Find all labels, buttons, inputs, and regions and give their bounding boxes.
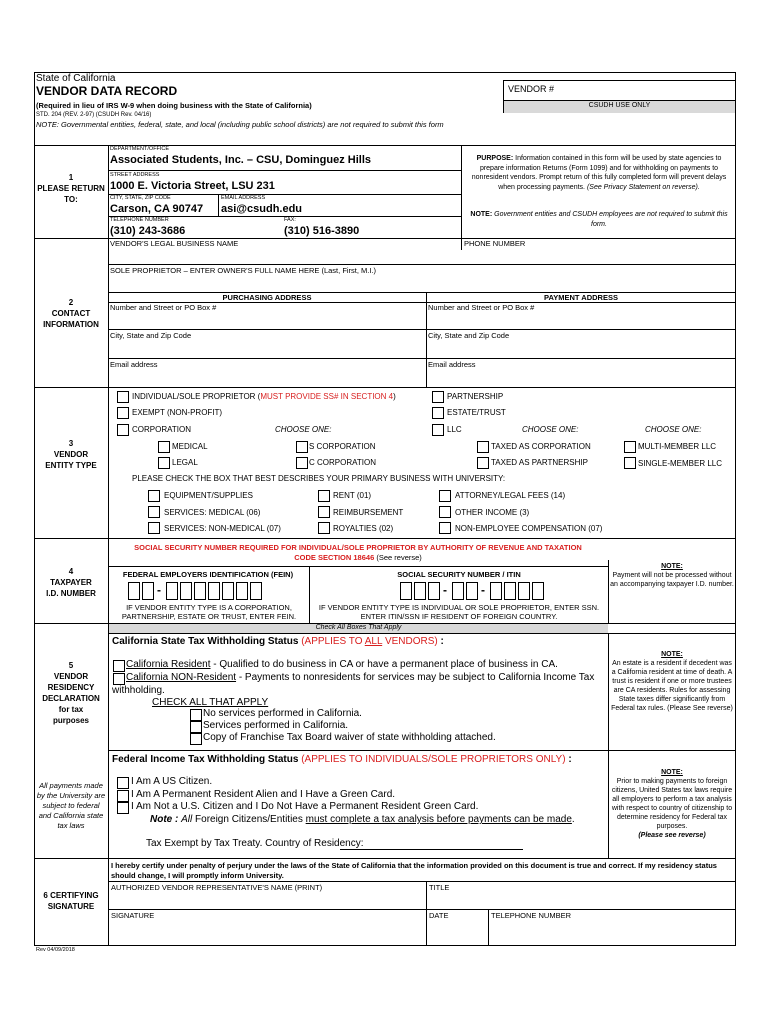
section2-number: 2 CONTACT INFORMATION — [43, 298, 99, 329]
csudh-use-label: CSUDH USE ONLY — [588, 102, 651, 109]
foreign-note: Note : All Foreign Citizens/Entities must complete a tax analysis before payments can be made. — [150, 814, 575, 825]
section1-number: 1 PLEASE RETURN TO: — [37, 173, 105, 204]
ssn-instructions: IF VENDOR ENTITY TYPE IS INDIVIDUAL OR SOLE PROPRIETOR, ENTER SSN. ENTER ITIN/SSN IF RESIDENT OF FOREIGN COUNTRY. — [318, 603, 600, 621]
partnership-label: PARTNERSHIP — [447, 392, 504, 401]
federal-withholding-title: Federal Income Tax Withholding Status (APPLIES TO INDIVIDUALS/SOLE PROPRIETORS ONLY) : — [112, 754, 572, 765]
certification-text: I hereby certify under penalty of perjury under the laws of the State of California that the information provided on this document is true and correct. If my residency status should change, I will promptly inform University. — [111, 861, 717, 880]
medical-label: MEDICAL — [172, 442, 208, 451]
corporation-checkbox[interactable] — [117, 424, 129, 436]
dept-value[interactable]: Associated Students, Inc. – CSU, Dominguez Hills — [110, 154, 371, 166]
services-medical-checkbox[interactable] — [148, 506, 160, 518]
dept-label: DEPARTMENT/OFFICE — [110, 146, 170, 152]
section6-number: 6 CERTIFYING SIGNATURE — [43, 891, 99, 911]
ca-nonresident-label: California NON-Resident - Payments to nonresidents for services may be subject to California Income Tax — [126, 672, 595, 683]
partnership-checkbox[interactable] — [432, 391, 444, 403]
ca-nonresident-checkbox[interactable] — [113, 673, 125, 685]
vendor-number-field[interactable] — [503, 80, 736, 113]
section5-number: 5 VENDOR RESIDENCY DECLARATION for tax purposes — [42, 661, 100, 725]
phone-label: TELEPHONE NUMBER — [110, 217, 169, 223]
corporation-label: CORPORATION — [132, 425, 191, 434]
single-member-checkbox[interactable] — [624, 457, 636, 469]
fein-header: FEDERAL EMPLOYERS IDENTIFICATION (FEIN) — [122, 570, 294, 579]
services-nonmedical-label: SERVICES: NON-MEDICAL (07) — [164, 524, 281, 533]
payment-city-field[interactable]: City, State and Zip Code — [428, 331, 510, 340]
nonemployee-checkbox[interactable] — [439, 522, 451, 534]
payment-address-header: PAYMENT ADDRESS — [544, 293, 618, 302]
sole-prop-name-field[interactable]: SOLE PROPRIETOR – ENTER OWNER'S FULL NAME HERE (Last, First, M.I.) — [110, 266, 377, 275]
fax-value[interactable]: (310) 516-3890 — [284, 225, 360, 237]
all-payments-note: All payments made by the University are subject to federal and California state tax laws — [36, 781, 106, 830]
reimbursement-label: REIMBURSEMENT — [333, 508, 404, 517]
form-number: STD. 204 (REV. 2-97) (CSUDH Rev. 04/16) — [36, 112, 152, 118]
purpose-note: NOTE: Government entities and CSUDH employees are not required to submit this form. — [470, 211, 728, 228]
estate-checkbox[interactable] — [432, 407, 444, 419]
taxed-corp-label: TAXED AS CORPORATION — [491, 442, 591, 451]
us-citizen-label: I Am A US Citizen. — [131, 776, 213, 787]
corp-choose-one: CHOOSE ONE: — [275, 425, 332, 434]
title-field[interactable]: TITLE — [429, 883, 450, 892]
ca-withholding-title: California State Tax Withholding Status (APPLIES TO ALL VENDORS) : — [112, 636, 444, 647]
other-income-checkbox[interactable] — [439, 506, 451, 518]
rep-name-field[interactable]: AUTHORIZED VENDOR REPRESENTATIVE'S NAME (PRINT) — [111, 883, 323, 892]
attorney-label: ATTORNEY/LEGAL FEES (14) — [455, 491, 566, 500]
multi-member-checkbox[interactable] — [624, 441, 636, 453]
other-income-label: OTHER INCOME (3) — [455, 508, 530, 517]
not-citizen-checkbox[interactable] — [117, 802, 129, 814]
ftb-waiver-label: Copy of Franchise Tax Board waiver of state withholding attached. — [203, 732, 496, 743]
taxed-partner-checkbox[interactable] — [477, 457, 489, 469]
exempt-checkbox[interactable] — [117, 407, 129, 419]
royalties-checkbox[interactable] — [318, 522, 330, 534]
city-label: CITY, STATE, ZIP CODE — [110, 195, 171, 201]
us-citizen-checkbox[interactable] — [117, 777, 129, 789]
not-citizen-label: I Am Not a U.S. Citizen and I Do Not Have a Permanent Resident Green Card. — [131, 801, 479, 812]
fax-label: FAX: — [284, 217, 296, 223]
street-label: STREET ADDRESS — [110, 172, 160, 178]
residency-note: NOTE: An estate is a resident if decedent was a California resident at time of death. A trust is resident if one or more trustees are CA residents. Rules for assessing State taxes differ significantly from Federal tax rules. (Please See reverse) — [611, 651, 733, 712]
estate-label: ESTATE/TRUST — [447, 408, 506, 417]
services-medical-label: SERVICES: MEDICAL (06) — [164, 508, 261, 517]
section3-number: 3 VENDOR ENTITY TYPE — [45, 439, 97, 470]
telephone-field[interactable]: TELEPHONE NUMBER — [491, 911, 572, 920]
perm-resident-checkbox[interactable] — [117, 790, 129, 802]
equipment-label: EQUIPMENT/SUPPLIES — [164, 491, 253, 500]
tin-note: NOTE: Payment will not be processed without an accompanying taxpayer I.D. number. — [610, 563, 734, 588]
ftb-waiver-checkbox[interactable] — [190, 733, 202, 745]
rent-label: RENT (01) — [333, 491, 372, 500]
payment-email-field[interactable]: Email address — [428, 360, 476, 369]
purpose-text: PURPOSE: Information contained in this form will be used by state agencies to prepare information Returns (Form 1099) and for withholding on payments to nonresident vendors. Prompt return of this fully completed form will prevent delays when processing payments. (See Privacy Statement on reverse). — [471, 155, 727, 191]
ssn-header: SOCIAL SECURITY NUMBER / ITIN — [397, 570, 521, 579]
c-corp-checkbox[interactable] — [296, 457, 308, 469]
withholding-text: withholding. — [112, 685, 165, 696]
equipment-checkbox[interactable] — [148, 490, 160, 502]
phone-value[interactable]: (310) 243-3686 — [110, 225, 186, 237]
business-prompt: PLEASE CHECK THE BOX THAT BEST DESCRIBES YOUR PRIMARY BUSINESS WITH UNIVERSITY: — [132, 474, 506, 483]
s-corp-checkbox[interactable] — [296, 441, 308, 453]
s-corp-label: S CORPORATION — [309, 442, 376, 451]
ca-resident-label: California Resident - Qualified to do business in CA or have a permanent place of business in CA. — [126, 659, 558, 670]
individual-checkbox[interactable] — [117, 391, 129, 403]
ssn-input[interactable]: - - — [400, 582, 550, 600]
form-subtitle: (Required in lieu of IRS W-9 when doing business with the State of California) — [36, 101, 312, 110]
street-value[interactable]: 1000 E. Victoria Street, LSU 231 — [110, 180, 275, 192]
state-label: State of California — [36, 73, 116, 84]
revision-footer: Rev 04/09/2018 — [36, 947, 75, 953]
purchasing-address-header: PURCHASING ADDRESS — [222, 293, 312, 302]
reimbursement-checkbox[interactable] — [318, 506, 330, 518]
llc-choose-one: CHOOSE ONE: — [522, 425, 579, 434]
rent-checkbox[interactable] — [318, 490, 330, 502]
llc-label: LLC — [447, 425, 462, 434]
check-all-apply: CHECK ALL THAT APPLY — [152, 697, 269, 708]
ca-resident-checkbox[interactable] — [113, 660, 125, 672]
nonemployee-label: NON-EMPLOYEE COMPENSATION (07) — [455, 524, 603, 533]
purchasing-street-field[interactable]: Number and Street or PO Box # — [110, 303, 217, 312]
purchasing-email-field[interactable]: Email address — [110, 360, 158, 369]
header-note: NOTE: Governmental entities, federal, state, and local (including public school districts) are not required to submit this form — [36, 120, 444, 129]
royalties-label: ROYALTIES (02) — [333, 524, 394, 533]
section4-number: 4 TAXPAYER I.D. NUMBER — [46, 567, 96, 598]
email-label: EMAIL ADDRESS — [221, 195, 266, 201]
individual-label: INDIVIDUAL/SOLE PROPRIETOR (MUST PROVIDE SS# IN SECTION 4) — [132, 392, 396, 401]
legal-name-field[interactable]: VENDOR'S LEGAL BUSINESS NAME — [110, 239, 239, 248]
fein-input[interactable]: - — [128, 582, 298, 600]
llc-type-choose-one: CHOOSE ONE: — [645, 425, 702, 434]
form-title: VENDOR DATA RECORD — [36, 84, 178, 98]
perm-resident-label: I Am A Permanent Resident Alien and I Have a Green Card. — [131, 789, 396, 800]
code-section: CODE SECTION 18646 (See reverse) — [294, 553, 422, 562]
purchasing-city-field[interactable]: City, State and Zip Code — [110, 331, 192, 340]
payment-street-field[interactable]: Number and Street or PO Box # — [428, 303, 535, 312]
attorney-checkbox[interactable] — [439, 490, 451, 502]
c-corp-label: C CORPORATION — [309, 458, 376, 467]
llc-checkbox[interactable] — [432, 424, 444, 436]
check-all-boxes-bar: Check All Boxes That Apply — [109, 624, 608, 633]
signature-field[interactable]: SIGNATURE — [111, 911, 155, 920]
multi-member-label: MULTI-MEMBER LLC — [638, 442, 717, 451]
date-field[interactable]: DATE — [429, 911, 449, 920]
city-value[interactable]: Carson, CA 90747 — [110, 203, 204, 215]
medical-checkbox[interactable] — [158, 441, 170, 453]
foreign-payments-note: NOTE: Prior to making payments to foreign citizens, United States tax laws require all employers to perform a tax analysis with respect to country of citizenship to determine residency for Federal tax purposes. (Please see reverse) — [611, 769, 733, 839]
taxed-corp-checkbox[interactable] — [477, 441, 489, 453]
no-services-checkbox[interactable] — [190, 709, 202, 721]
services-ca-checkbox[interactable] — [190, 721, 202, 733]
taxed-partner-label: TAXED AS PARTNERSHIP — [491, 458, 588, 467]
treaty-label: Tax Exempt by Tax Treaty. Country of Residency: — [146, 838, 364, 849]
vendor-number-label: VENDOR # — [508, 84, 555, 94]
fein-instructions: IF VENDOR ENTITY TYPE IS A CORPORATION, PARTNERSHIP, ESTATE OR TRUST, ENTER FEIN. — [121, 603, 297, 621]
services-nonmedical-checkbox[interactable] — [148, 522, 160, 534]
exempt-label: EXEMPT (NON-PROFIT) — [132, 408, 223, 417]
ssn-required-notice: SOCIAL SECURITY NUMBER REQUIRED FOR INDIVIDUAL/SOLE PROPRIETOR BY AUTHORITY OF REVENUE AND TAXATION — [134, 543, 582, 552]
legal-label: LEGAL — [172, 458, 198, 467]
legal-checkbox[interactable] — [158, 457, 170, 469]
email-value[interactable]: asi@csudh.edu — [221, 203, 303, 215]
phone-number-field[interactable]: PHONE NUMBER — [464, 239, 526, 248]
services-ca-label: Services performed in California. — [203, 720, 349, 731]
csudh-use-bar — [504, 100, 735, 113]
single-member-label: SINGLE-MEMBER LLC — [638, 459, 723, 468]
no-services-label: No services performed in California. — [203, 708, 362, 719]
treaty-country-field[interactable] — [340, 849, 523, 850]
